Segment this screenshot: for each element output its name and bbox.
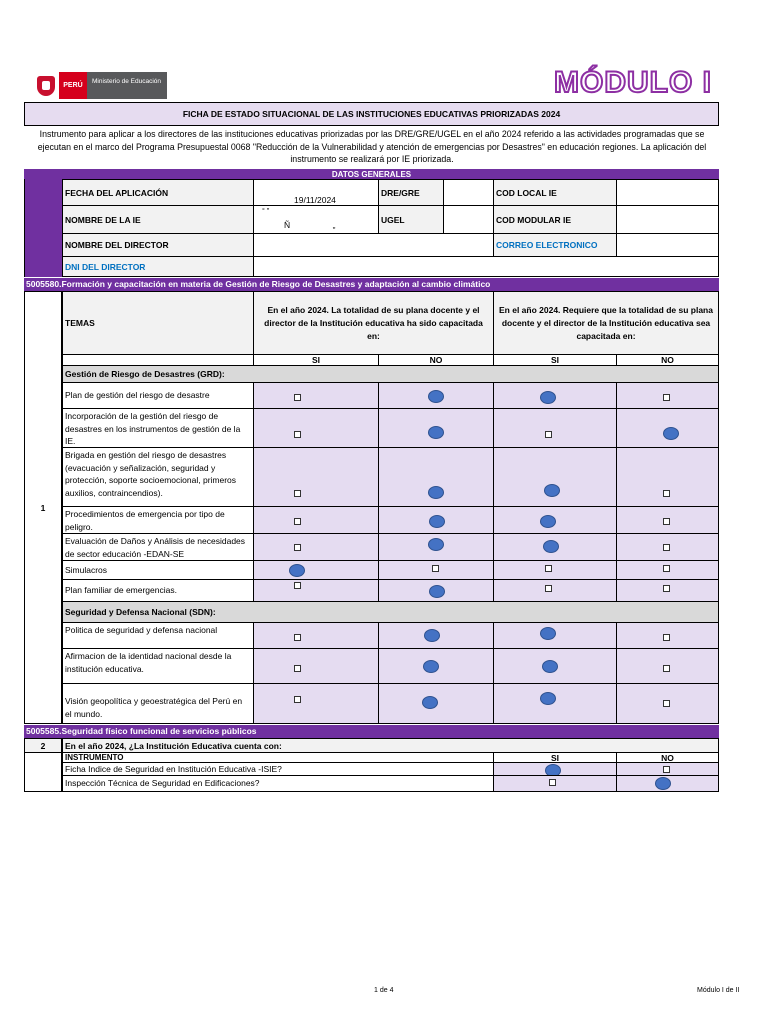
filled-oval-icon[interactable] <box>544 484 560 497</box>
checkbox-icon[interactable] <box>663 565 670 572</box>
sdn-2-q1-no[interactable] <box>378 648 494 684</box>
filled-oval-icon[interactable] <box>424 629 440 642</box>
sdn-2-q2-si[interactable] <box>493 648 617 684</box>
grd-2-q1-no[interactable] <box>378 408 494 448</box>
general-section-header: DATOS GENERALES <box>24 169 719 179</box>
checkbox-icon[interactable] <box>545 585 552 592</box>
grd-7-q1-no[interactable] <box>378 579 494 602</box>
grd-item-4: Procedimientos de emergencia por tipo de peligro. <box>62 506 254 534</box>
sdn-1-q1-no[interactable] <box>378 622 494 649</box>
sdn-item-2: Afirmacion de la identidad nacional desde la institución educativa. <box>62 648 254 684</box>
instrument-2-si[interactable] <box>493 775 617 792</box>
grd-1-q1-no[interactable] <box>378 382 494 409</box>
grd-7-q2-no[interactable] <box>616 579 719 602</box>
ugel-label: UGEL <box>378 205 444 234</box>
section2-no-header: NO <box>616 752 719 763</box>
checkbox-icon[interactable] <box>663 394 670 401</box>
filled-oval-icon[interactable] <box>289 564 305 577</box>
instrument-item-1: Ficha Indice de Seguridad en Institución Educativa -ISIE? <box>62 762 494 776</box>
grd-4-q2-no[interactable] <box>616 506 719 534</box>
instrument-1-no[interactable] <box>616 762 719 776</box>
filled-oval-icon[interactable] <box>542 660 558 673</box>
grd-item-3: Brigada en gestión del riesgo de desastres (evacuación y señalización, seguridad y protección, soporte socioemocional, primeros auxilios, contraincendios). <box>62 447 254 507</box>
checkbox-icon[interactable] <box>663 544 670 551</box>
correo-field[interactable] <box>616 233 719 257</box>
grd-1-q2-no[interactable] <box>616 382 719 409</box>
checkbox-icon[interactable] <box>294 544 301 551</box>
filled-oval-icon[interactable] <box>423 660 439 673</box>
grd-4-q2-si[interactable] <box>493 506 617 534</box>
instrumento-label: INSTRUMENTO <box>62 752 494 763</box>
q2-no-header: NO <box>616 354 719 366</box>
grd-2-q2-no[interactable] <box>616 408 719 448</box>
filled-oval-icon[interactable] <box>540 515 556 528</box>
grd-7-q2-si[interactable] <box>493 579 617 602</box>
q1-no-header: NO <box>378 354 494 366</box>
grd-5-q1-si[interactable] <box>253 533 379 561</box>
filled-oval-icon[interactable] <box>428 390 444 403</box>
grd-2-q1-si[interactable] <box>253 408 379 448</box>
nombre-ie-value: Ñ „ <box>284 220 336 230</box>
filled-oval-icon[interactable] <box>428 486 444 499</box>
footer-module: Módulo I de II <box>697 987 740 994</box>
filled-oval-icon[interactable] <box>429 585 445 598</box>
general-side-bar <box>24 179 62 277</box>
section2-header: 5005585.Seguridad físico funcional de servicios públicos <box>24 725 719 738</box>
section1-header: 5005580.Formación y capacitación en materia de Gestión de Riesgo de Desastres y adaptación al cambio climático <box>24 278 719 291</box>
logo-ministry: Ministerio de Educación <box>87 72 167 99</box>
grd-item-1: Plan de gestión del riesgo de desastre <box>62 382 254 409</box>
grd-5-q2-no[interactable] <box>616 533 719 561</box>
grd-6-q2-si[interactable] <box>493 560 617 580</box>
checkbox-icon[interactable] <box>294 518 301 525</box>
dni-field[interactable] <box>253 256 719 277</box>
grd-group-title: Gestión de Riesgo de Desastres (GRD): <box>62 365 719 383</box>
director-field[interactable] <box>253 233 494 257</box>
sdn-item-1: Politica de seguridad y defensa nacional <box>62 622 254 649</box>
grd-1-q1-si[interactable] <box>253 382 379 409</box>
cod-modular-field[interactable] <box>616 205 719 234</box>
minedu-logo <box>33 72 167 99</box>
section1-number: 1 <box>24 291 62 724</box>
filled-oval-icon[interactable] <box>540 627 556 640</box>
fecha-label: FECHA DEL APLICACIÓN <box>62 179 254 206</box>
nombre-ie-label: NOMBRE DE LA IE <box>62 205 254 234</box>
q1-si-header: SI <box>253 354 379 366</box>
filled-oval-icon[interactable] <box>428 426 444 439</box>
question1-header: En el año 2024. La totalidad de su plana docente y el director de la Institución educativa ha sido capacitada en: <box>253 291 494 355</box>
question2-header: En el año 2024. Requiere que la totalidad de su plana docente y el director de la Institución educativa sea capacitada en: <box>493 291 719 355</box>
checkbox-icon[interactable] <box>294 431 301 438</box>
checkbox-icon[interactable] <box>663 518 670 525</box>
checkbox-icon[interactable] <box>294 490 301 497</box>
checkbox-icon[interactable] <box>294 582 301 589</box>
cod-local-label: COD LOCAL IE <box>493 179 617 206</box>
filled-oval-icon[interactable] <box>663 427 679 440</box>
checkbox-icon[interactable] <box>663 700 670 707</box>
grd-4-q1-si[interactable] <box>253 506 379 534</box>
grd-5-q2-si[interactable] <box>493 533 617 561</box>
grd-3-q1-no[interactable] <box>378 447 494 507</box>
grd-item-5: Evaluación de Daños y Análisis de necesidades de sector educación -EDAN-SE <box>62 533 254 561</box>
cod-modular-label: COD MODULAR IE <box>493 205 617 234</box>
sdn-group-title: Seguridad y Defensa Nacional (SDN): <box>62 601 719 623</box>
filled-oval-icon[interactable] <box>540 692 556 705</box>
grd-item-7: Plan familiar de emergencias. <box>62 579 254 602</box>
form-title: FICHA DE ESTADO SITUACIONAL DE LAS INSTITUCIONES EDUCATIVAS PRIORIZADAS 2024 <box>24 102 719 126</box>
filled-oval-icon[interactable] <box>655 777 671 790</box>
checkbox-icon[interactable] <box>545 431 552 438</box>
sdn-2-q1-si[interactable] <box>253 648 379 684</box>
checkbox-icon[interactable] <box>549 779 556 786</box>
temas-label: TEMAS <box>62 291 254 355</box>
grd-6-q2-no[interactable] <box>616 560 719 580</box>
nombre-ie-field[interactable] <box>253 205 379 234</box>
grd-3-q2-no[interactable] <box>616 447 719 507</box>
sdn-3-q1-si[interactable] <box>253 683 379 724</box>
dni-label: DNI DEL DIRECTOR <box>62 256 254 277</box>
sdn-2-q2-no[interactable] <box>616 648 719 684</box>
checkbox-icon[interactable] <box>432 565 439 572</box>
filled-oval-icon[interactable] <box>428 538 444 551</box>
section2-question: En el año 2024, ¿La Institución Educativa cuenta con: <box>62 738 719 753</box>
instrument-item-2: Inspección Técnica de Seguridad en Edificaciones? <box>62 775 494 792</box>
sdn-3-q2-no[interactable] <box>616 683 719 724</box>
cod-local-field[interactable] <box>616 179 719 206</box>
sdn-1-q1-si[interactable] <box>253 622 379 649</box>
grd-6-q1-no[interactable] <box>378 560 494 580</box>
grd-6-q1-si[interactable] <box>253 560 379 580</box>
q2-si-header: SI <box>493 354 617 366</box>
sdn-1-q2-no[interactable] <box>616 622 719 649</box>
nombre-ie-marks: ° ″ <box>262 208 270 215</box>
shield-icon <box>33 72 59 99</box>
checkbox-icon[interactable] <box>663 585 670 592</box>
logo-peru: PERÚ <box>59 72 87 99</box>
grd-3-q1-si[interactable] <box>253 447 379 507</box>
director-label: NOMBRE DEL DIRECTOR <box>62 233 254 257</box>
checkbox-icon[interactable] <box>294 696 301 703</box>
checkbox-icon[interactable] <box>663 490 670 497</box>
page-number: 1 de 4 <box>374 987 394 994</box>
grd-item-6: Simulacros <box>62 560 254 580</box>
checkbox-icon[interactable] <box>663 665 670 672</box>
sdn-3-q2-si[interactable] <box>493 683 617 724</box>
module-title: MÓDULO I <box>554 66 712 99</box>
fecha-value: 19/11/2024 <box>294 195 336 205</box>
grd-2-q2-si[interactable] <box>493 408 617 448</box>
grd-7-q1-si[interactable] <box>253 579 379 602</box>
grd-4-q1-no[interactable] <box>378 506 494 534</box>
filled-oval-icon[interactable] <box>543 540 559 553</box>
checkbox-icon[interactable] <box>545 565 552 572</box>
sdn-3-q1-no[interactable] <box>378 683 494 724</box>
checkbox-icon[interactable] <box>294 634 301 641</box>
section2-side-empty <box>24 752 62 792</box>
sdn-item-3: Visión geopolítica y geoestratégica del Perú en el mundo. <box>62 683 254 724</box>
grd-3-q2-si[interactable] <box>493 447 617 507</box>
correo-label: CORREO ELECTRONICO <box>493 233 617 257</box>
filled-oval-icon[interactable] <box>429 515 445 528</box>
instrument-1-si[interactable] <box>493 762 617 776</box>
filled-oval-icon[interactable] <box>422 696 438 709</box>
dre-field[interactable] <box>443 179 494 206</box>
instrument-2-no[interactable] <box>616 775 719 792</box>
checkbox-icon[interactable] <box>294 665 301 672</box>
fecha-field[interactable] <box>253 179 379 206</box>
section2-si-header: SI <box>493 752 617 763</box>
dre-label: DRE/GRE <box>378 179 444 206</box>
grd-5-q1-no[interactable] <box>378 533 494 561</box>
ugel-field[interactable] <box>443 205 494 234</box>
grd-1-q2-si[interactable] <box>493 382 617 409</box>
sdn-1-q2-si[interactable] <box>493 622 617 649</box>
checkbox-icon[interactable] <box>663 766 670 773</box>
checkbox-icon[interactable] <box>294 394 301 401</box>
filled-oval-icon[interactable] <box>540 391 556 404</box>
checkbox-icon[interactable] <box>663 634 670 641</box>
grd-item-2: Incorporación de la gestión del riesgo de desastres en los instrumentos de gestión de la IE. <box>62 408 254 448</box>
intro-text: Instrumento para aplicar a los directores de las instituciones educativas priorizadas por las DRE/GRE/UGEL en el año 2024 referido a las actividades programadas que se ejecutan en el marco del Programa Presupuestal 0068 "Reducción de la Vulnerabilidad y atención de emergencias por Desastres" en educación regiones. La aplicación del instrumento se realizará por IE priorizada. <box>37 129 707 164</box>
section2-number: 2 <box>24 738 62 753</box>
